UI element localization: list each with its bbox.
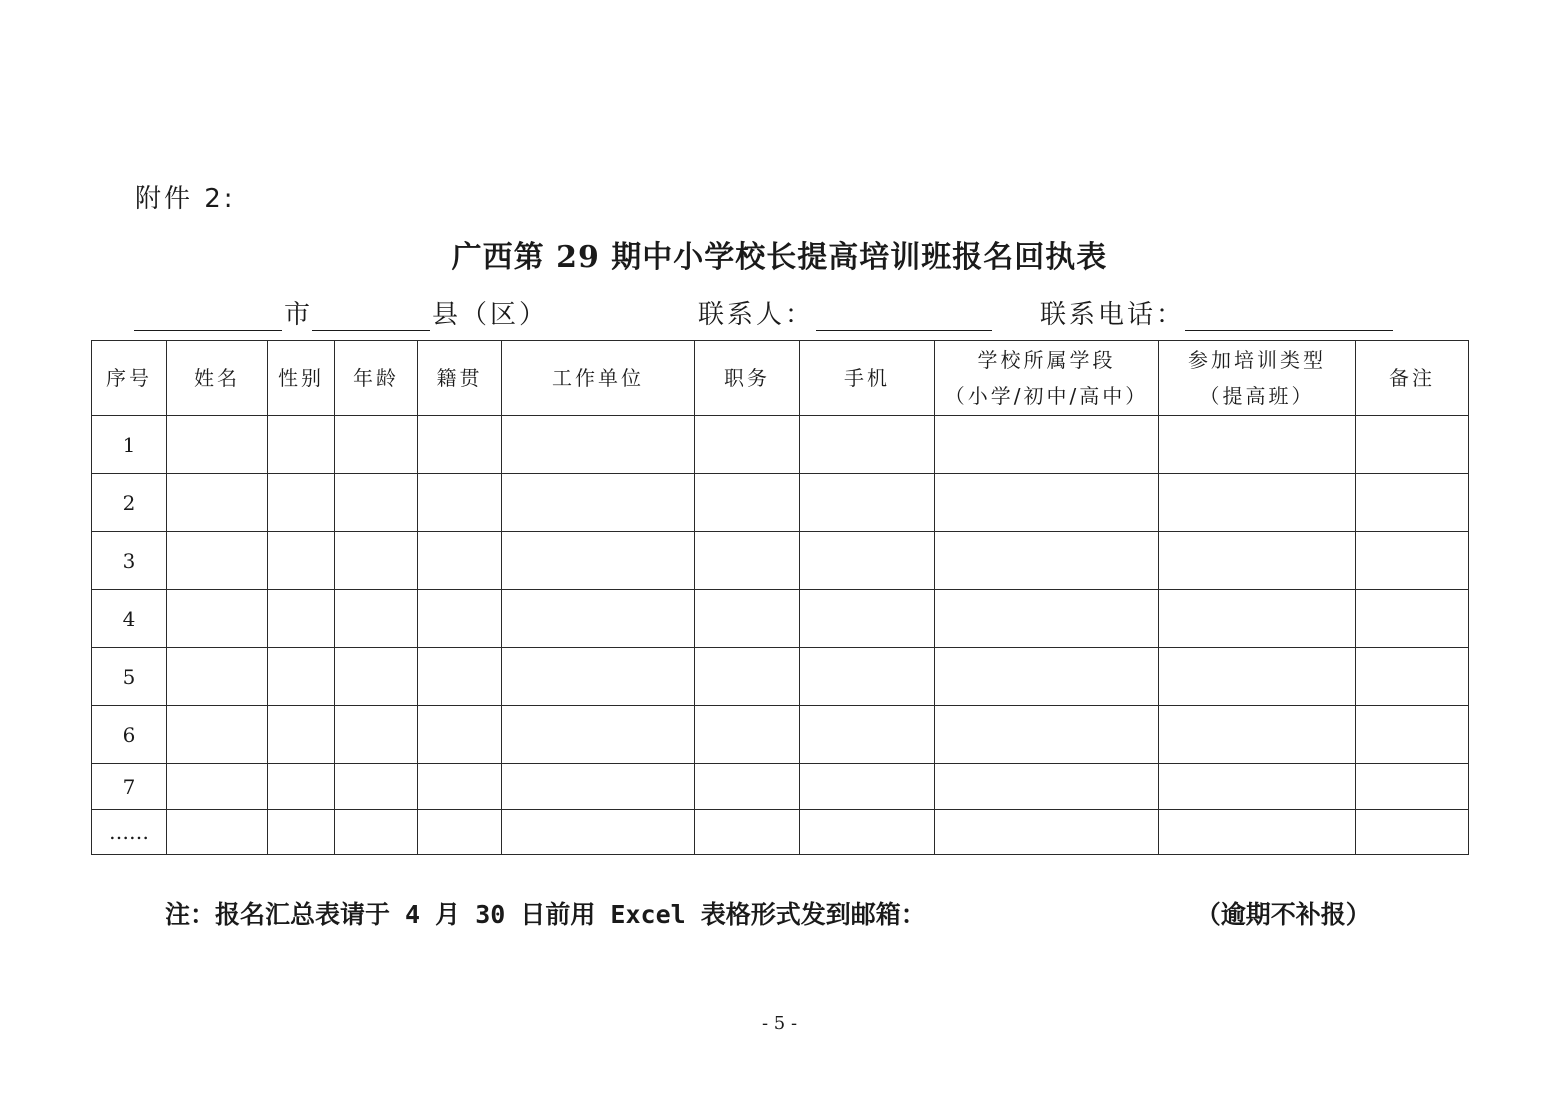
- cell-training-type[interactable]: [1159, 810, 1356, 855]
- header-name: 姓名: [167, 341, 268, 416]
- cell-mobile[interactable]: [800, 474, 935, 532]
- cell-position[interactable]: [695, 706, 800, 764]
- row-number: 2: [92, 474, 167, 532]
- row-number: 3: [92, 532, 167, 590]
- cell-training-type[interactable]: [1159, 416, 1356, 474]
- cell-remarks[interactable]: [1356, 590, 1469, 648]
- header-age: 年龄: [335, 341, 418, 416]
- cell-school-level[interactable]: [935, 590, 1159, 648]
- table-row: [92, 590, 1469, 648]
- page-number: - 5 -: [761, 1013, 798, 1034]
- header-serial: 序号: [92, 341, 167, 416]
- note-text: 注：报名汇总表请于 4 月 30 日前用 Excel 表格形式发到邮箱：: [165, 900, 926, 929]
- header-remarks: 备注: [1356, 341, 1469, 416]
- header-native-place: 籍贯: [418, 341, 502, 416]
- cell-work-unit[interactable]: [502, 474, 695, 532]
- cell-school-level[interactable]: [935, 474, 1159, 532]
- cell-position[interactable]: [695, 474, 800, 532]
- cell-remarks[interactable]: [1356, 474, 1469, 532]
- cell-native-place[interactable]: [418, 474, 502, 532]
- cell-position[interactable]: [695, 590, 800, 648]
- cell-mobile[interactable]: [800, 810, 935, 855]
- cell-age[interactable]: [335, 474, 418, 532]
- cell-native-place[interactable]: [418, 764, 502, 810]
- cell-gender[interactable]: [268, 416, 335, 474]
- cell-training-type[interactable]: [1159, 706, 1356, 764]
- cell-age[interactable]: [335, 532, 418, 590]
- cell-remarks[interactable]: [1356, 416, 1469, 474]
- cell-mobile[interactable]: [800, 706, 935, 764]
- cell-native-place[interactable]: [418, 706, 502, 764]
- city-blank[interactable]: [134, 330, 282, 331]
- cell-remarks[interactable]: [1356, 706, 1469, 764]
- row-number: ……: [92, 810, 167, 855]
- cell-training-type[interactable]: [1159, 764, 1356, 810]
- cell-name[interactable]: [167, 474, 268, 532]
- cell-work-unit[interactable]: [502, 648, 695, 706]
- cell-school-level[interactable]: [935, 648, 1159, 706]
- cell-gender[interactable]: [268, 474, 335, 532]
- cell-name[interactable]: [167, 706, 268, 764]
- contact-blank[interactable]: [816, 330, 992, 331]
- submission-note: [165, 895, 1371, 931]
- header-mobile: 手机: [800, 341, 935, 416]
- cell-school-level[interactable]: [935, 706, 1159, 764]
- row-number: 7: [92, 764, 167, 810]
- cell-mobile[interactable]: [800, 764, 935, 810]
- cell-gender[interactable]: [268, 706, 335, 764]
- cell-name[interactable]: [167, 416, 268, 474]
- cell-school-level[interactable]: [935, 764, 1159, 810]
- phone-label: 联系电话：: [1040, 300, 1186, 330]
- cell-work-unit[interactable]: [502, 590, 695, 648]
- header-work-unit: 工作单位: [502, 341, 695, 416]
- cell-position[interactable]: [695, 764, 800, 810]
- cell-remarks[interactable]: [1356, 648, 1469, 706]
- attachment-label: 附件 2:: [135, 184, 236, 214]
- cell-name[interactable]: [167, 764, 268, 810]
- cell-training-type[interactable]: [1159, 648, 1356, 706]
- table-header-row: [92, 341, 1469, 416]
- form-title: 广西第 29 期中小学校长提高培训班报名回执表: [451, 240, 1108, 275]
- county-label: 县（区）: [432, 300, 549, 330]
- cell-work-unit[interactable]: [502, 706, 695, 764]
- header-gender: 性别: [268, 341, 335, 416]
- cell-native-place[interactable]: [418, 810, 502, 855]
- cell-gender[interactable]: [268, 590, 335, 648]
- contact-fill-row: [0, 294, 1559, 334]
- cell-mobile[interactable]: [800, 648, 935, 706]
- contact-label: 联系人：: [698, 300, 815, 330]
- table-row: [92, 648, 1469, 706]
- phone-blank[interactable]: [1185, 330, 1393, 331]
- cell-position[interactable]: [695, 416, 800, 474]
- cell-native-place[interactable]: [418, 532, 502, 590]
- cell-training-type[interactable]: [1159, 532, 1356, 590]
- table-row: [92, 474, 1469, 532]
- cell-training-type[interactable]: [1159, 474, 1356, 532]
- cell-name[interactable]: [167, 532, 268, 590]
- cell-remarks[interactable]: [1356, 764, 1469, 810]
- cell-mobile[interactable]: [800, 532, 935, 590]
- cell-native-place[interactable]: [418, 416, 502, 474]
- cell-training-type[interactable]: [1159, 590, 1356, 648]
- header-training-type: 参加培训类型 （提高班）: [1159, 341, 1356, 416]
- cell-native-place[interactable]: [418, 590, 502, 648]
- cell-work-unit[interactable]: [502, 810, 695, 855]
- cell-name[interactable]: [167, 648, 268, 706]
- registration-table: [91, 340, 1469, 855]
- row-number: 5: [92, 648, 167, 706]
- table-row: [92, 532, 1469, 590]
- note-suffix: （逾期不补报）: [1195, 900, 1371, 929]
- table-row: [92, 416, 1469, 474]
- cell-remarks[interactable]: [1356, 532, 1469, 590]
- cell-gender[interactable]: [268, 648, 335, 706]
- cell-work-unit[interactable]: [502, 764, 695, 810]
- cell-school-level[interactable]: [935, 416, 1159, 474]
- cell-remarks[interactable]: [1356, 810, 1469, 855]
- cell-work-unit[interactable]: [502, 416, 695, 474]
- cell-native-place[interactable]: [418, 648, 502, 706]
- cell-age[interactable]: [335, 416, 418, 474]
- cell-name[interactable]: [167, 810, 268, 855]
- row-number: 4: [92, 590, 167, 648]
- header-position: 职务: [695, 341, 800, 416]
- cell-name[interactable]: [167, 590, 268, 648]
- cell-age[interactable]: [335, 706, 418, 764]
- cell-gender[interactable]: [268, 532, 335, 590]
- cell-gender[interactable]: [268, 764, 335, 810]
- cell-position[interactable]: [695, 648, 800, 706]
- table-row: [92, 706, 1469, 764]
- cell-school-level[interactable]: [935, 532, 1159, 590]
- city-label: 市: [284, 300, 314, 330]
- cell-mobile[interactable]: [800, 416, 935, 474]
- cell-age[interactable]: [335, 764, 418, 810]
- cell-gender[interactable]: [268, 810, 335, 855]
- cell-work-unit[interactable]: [502, 532, 695, 590]
- cell-mobile[interactable]: [800, 590, 935, 648]
- county-blank[interactable]: [312, 330, 430, 331]
- cell-age[interactable]: [335, 648, 418, 706]
- cell-age[interactable]: [335, 590, 418, 648]
- row-number: 6: [92, 706, 167, 764]
- cell-school-level[interactable]: [935, 810, 1159, 855]
- table-row: [92, 764, 1469, 810]
- header-school-level: 学校所属学段 （小学/初中/高中）: [935, 341, 1159, 416]
- cell-position[interactable]: [695, 532, 800, 590]
- redacted-email: [926, 903, 1196, 929]
- cell-age[interactable]: [335, 810, 418, 855]
- cell-position[interactable]: [695, 810, 800, 855]
- table-row: [92, 810, 1469, 855]
- row-number: 1: [92, 416, 167, 474]
